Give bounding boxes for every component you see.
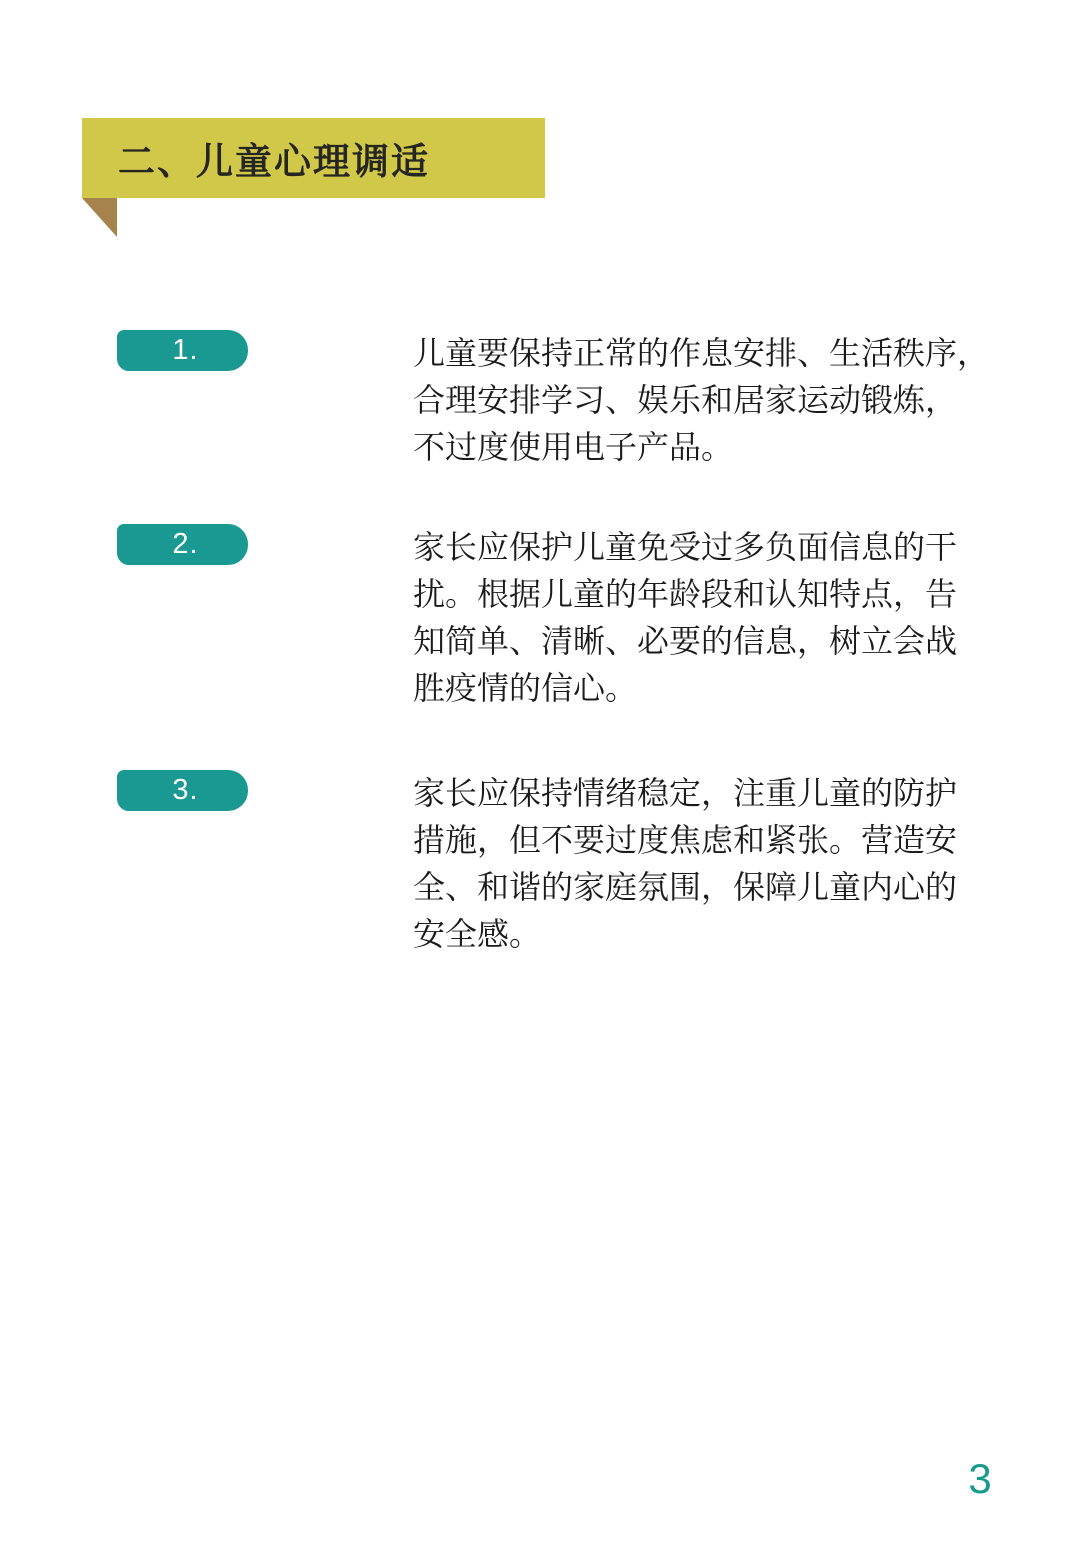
paragraph-line: 胜疫情的信心。 bbox=[413, 670, 638, 706]
item-number-badge bbox=[117, 330, 248, 371]
paragraph-line: 安全感。 bbox=[413, 916, 542, 952]
banner-fold-triangle bbox=[82, 198, 117, 237]
item-number-badge bbox=[117, 770, 248, 811]
item-paragraph bbox=[413, 770, 998, 958]
paragraph-line: 不过度使用电子产品。 bbox=[413, 429, 734, 465]
paragraph-line: 儿童要保持正常的作息安排、生活秩序， bbox=[413, 335, 990, 371]
paragraph-line: 知简单、清晰、必要的信息，树立会战 bbox=[413, 623, 958, 659]
paragraph-line: 合理安排学习、娱乐和居家运动锻炼， bbox=[413, 382, 958, 418]
paragraph-line: 扰。根据儿童的年龄段和认知特点，告 bbox=[413, 576, 958, 612]
section-title: 二、儿童心理调适 bbox=[118, 141, 430, 182]
page-number: 3 bbox=[968, 1455, 992, 1502]
item-number: 2. bbox=[172, 528, 199, 560]
item-paragraph bbox=[413, 524, 998, 712]
paragraph-line: 全、和谐的家庭氛围，保障儿童内心的 bbox=[413, 869, 958, 905]
item-number-badge bbox=[117, 524, 248, 565]
item-paragraph bbox=[413, 330, 998, 471]
paragraph-line: 家长应保护儿童免受过多负面信息的干 bbox=[413, 529, 958, 565]
item-number: 1. bbox=[172, 334, 199, 366]
paragraph-line: 家长应保持情绪稳定，注重儿童的防护 bbox=[413, 775, 958, 811]
paragraph-line: 措施，但不要过度焦虑和紧张。营造安 bbox=[413, 822, 958, 858]
item-number: 3. bbox=[172, 774, 199, 806]
section-banner bbox=[82, 118, 545, 198]
